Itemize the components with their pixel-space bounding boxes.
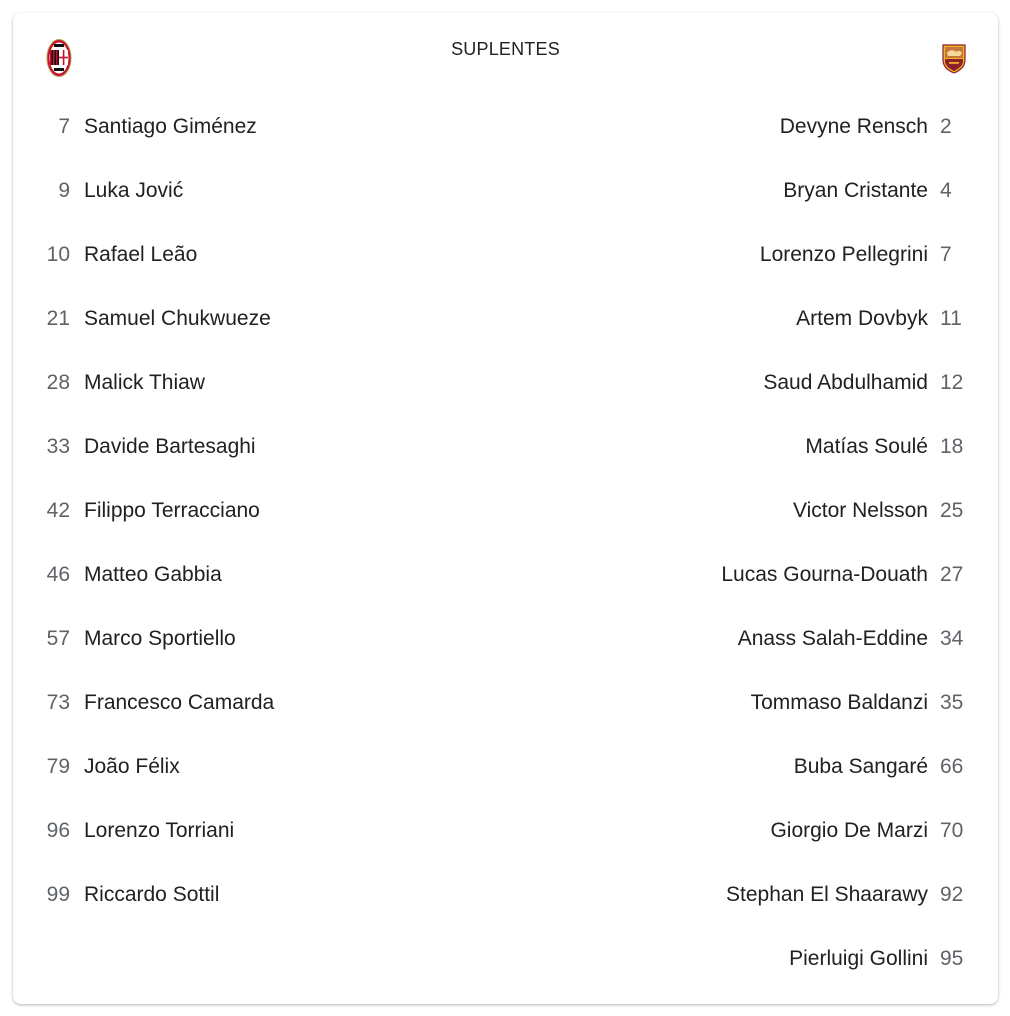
- home-player-row[interactable]: [13, 351, 503, 415]
- home-player-row[interactable]: [13, 799, 503, 863]
- player-number: 66: [940, 755, 964, 778]
- away-player-row[interactable]: [508, 415, 998, 479]
- player-name: Giorgio De Marzi: [770, 819, 928, 842]
- player-number: 99: [46, 883, 70, 906]
- home-player-row[interactable]: [13, 287, 503, 351]
- player-number: 92: [940, 883, 964, 906]
- player-number: 73: [46, 691, 70, 714]
- player-number: 21: [46, 307, 70, 330]
- player-number: 18: [940, 435, 964, 458]
- player-number: 46: [46, 563, 70, 586]
- section-title: SUPLENTES: [451, 39, 560, 59]
- player-number: 79: [46, 755, 70, 778]
- player-name: Davide Bartesaghi: [84, 435, 256, 458]
- away-player-row[interactable]: [508, 159, 998, 223]
- away-player-row[interactable]: [508, 351, 998, 415]
- home-player-row[interactable]: [13, 223, 503, 287]
- player-name: Rafael Leão: [84, 243, 198, 266]
- player-name: Lorenzo Torriani: [84, 819, 235, 842]
- player-name: Devyne Rensch: [779, 115, 928, 138]
- player-name: Samuel Chukwueze: [84, 307, 271, 330]
- player-name: Matías Soulé: [805, 435, 928, 458]
- player-number: 57: [46, 627, 70, 650]
- home-player-row[interactable]: [13, 607, 503, 671]
- home-player-row[interactable]: [13, 95, 503, 159]
- player-name: Stephan El Shaarawy: [726, 883, 928, 906]
- home-player-row[interactable]: [13, 671, 503, 735]
- player-number: 9: [58, 179, 70, 202]
- away-player-row[interactable]: [508, 543, 998, 607]
- player-number: 7: [58, 115, 70, 138]
- player-name: Luka Jović: [84, 179, 184, 202]
- player-name: Matteo Gabbia: [84, 563, 222, 586]
- player-number: 10: [46, 243, 70, 266]
- player-name: Anass Salah-Eddine: [737, 627, 928, 650]
- player-name: Victor Nelsson: [792, 499, 928, 522]
- home-player-row[interactable]: [13, 543, 503, 607]
- player-name: João Félix: [84, 755, 180, 778]
- as-roma-crest-icon[interactable]: [942, 44, 966, 74]
- player-name: Saud Abdulhamid: [763, 371, 928, 394]
- player-name: Marco Sportiello: [84, 627, 236, 650]
- player-number: 11: [940, 307, 962, 330]
- away-player-row[interactable]: [508, 95, 998, 159]
- away-player-row[interactable]: [508, 735, 998, 799]
- player-number: 4: [940, 179, 952, 202]
- away-player-row[interactable]: [508, 223, 998, 287]
- player-number: 25: [940, 499, 964, 522]
- home-player-row[interactable]: [13, 863, 503, 927]
- away-player-row[interactable]: [508, 479, 998, 543]
- player-name: Pierluigi Gollini: [789, 947, 928, 970]
- substitutes-card: [13, 13, 998, 1004]
- player-name: Lucas Gourna-Douath: [721, 563, 928, 586]
- player-number: 33: [46, 435, 70, 458]
- player-number: 70: [940, 819, 964, 842]
- player-number: 34: [940, 627, 964, 650]
- player-name: Bryan Cristante: [783, 179, 928, 202]
- player-name: Francesco Camarda: [84, 691, 275, 714]
- player-number: 42: [46, 499, 70, 522]
- player-number: 96: [46, 819, 70, 842]
- player-number: 2: [940, 115, 952, 138]
- away-player-row[interactable]: [508, 607, 998, 671]
- player-name: Filippo Terracciano: [84, 499, 260, 522]
- player-name: Tommaso Baldanzi: [750, 691, 928, 714]
- home-player-row[interactable]: [13, 735, 503, 799]
- player-name: Malick Thiaw: [84, 371, 205, 394]
- away-player-row[interactable]: [508, 287, 998, 351]
- player-name: Santiago Giménez: [84, 115, 257, 138]
- player-number: 28: [46, 371, 70, 394]
- away-player-row[interactable]: [508, 927, 998, 991]
- card-header: [13, 13, 998, 93]
- away-player-row[interactable]: [508, 671, 998, 735]
- player-number: 7: [940, 243, 952, 266]
- home-substitutes-list: [13, 95, 503, 927]
- away-player-row[interactable]: [508, 863, 998, 927]
- player-name: Riccardo Sottil: [84, 883, 220, 906]
- player-number: 35: [940, 691, 964, 714]
- away-player-row[interactable]: [508, 799, 998, 863]
- away-substitutes-list: [508, 95, 998, 991]
- player-name: Buba Sangaré: [793, 755, 928, 778]
- home-player-row[interactable]: [13, 159, 503, 223]
- home-player-row[interactable]: [13, 479, 503, 543]
- player-name: Lorenzo Pellegrini: [759, 243, 928, 266]
- player-number: 27: [940, 563, 964, 586]
- player-number: 95: [940, 947, 964, 970]
- home-player-row[interactable]: [13, 415, 503, 479]
- player-number: 12: [940, 371, 964, 394]
- player-name: Artem Dovbyk: [796, 307, 928, 330]
